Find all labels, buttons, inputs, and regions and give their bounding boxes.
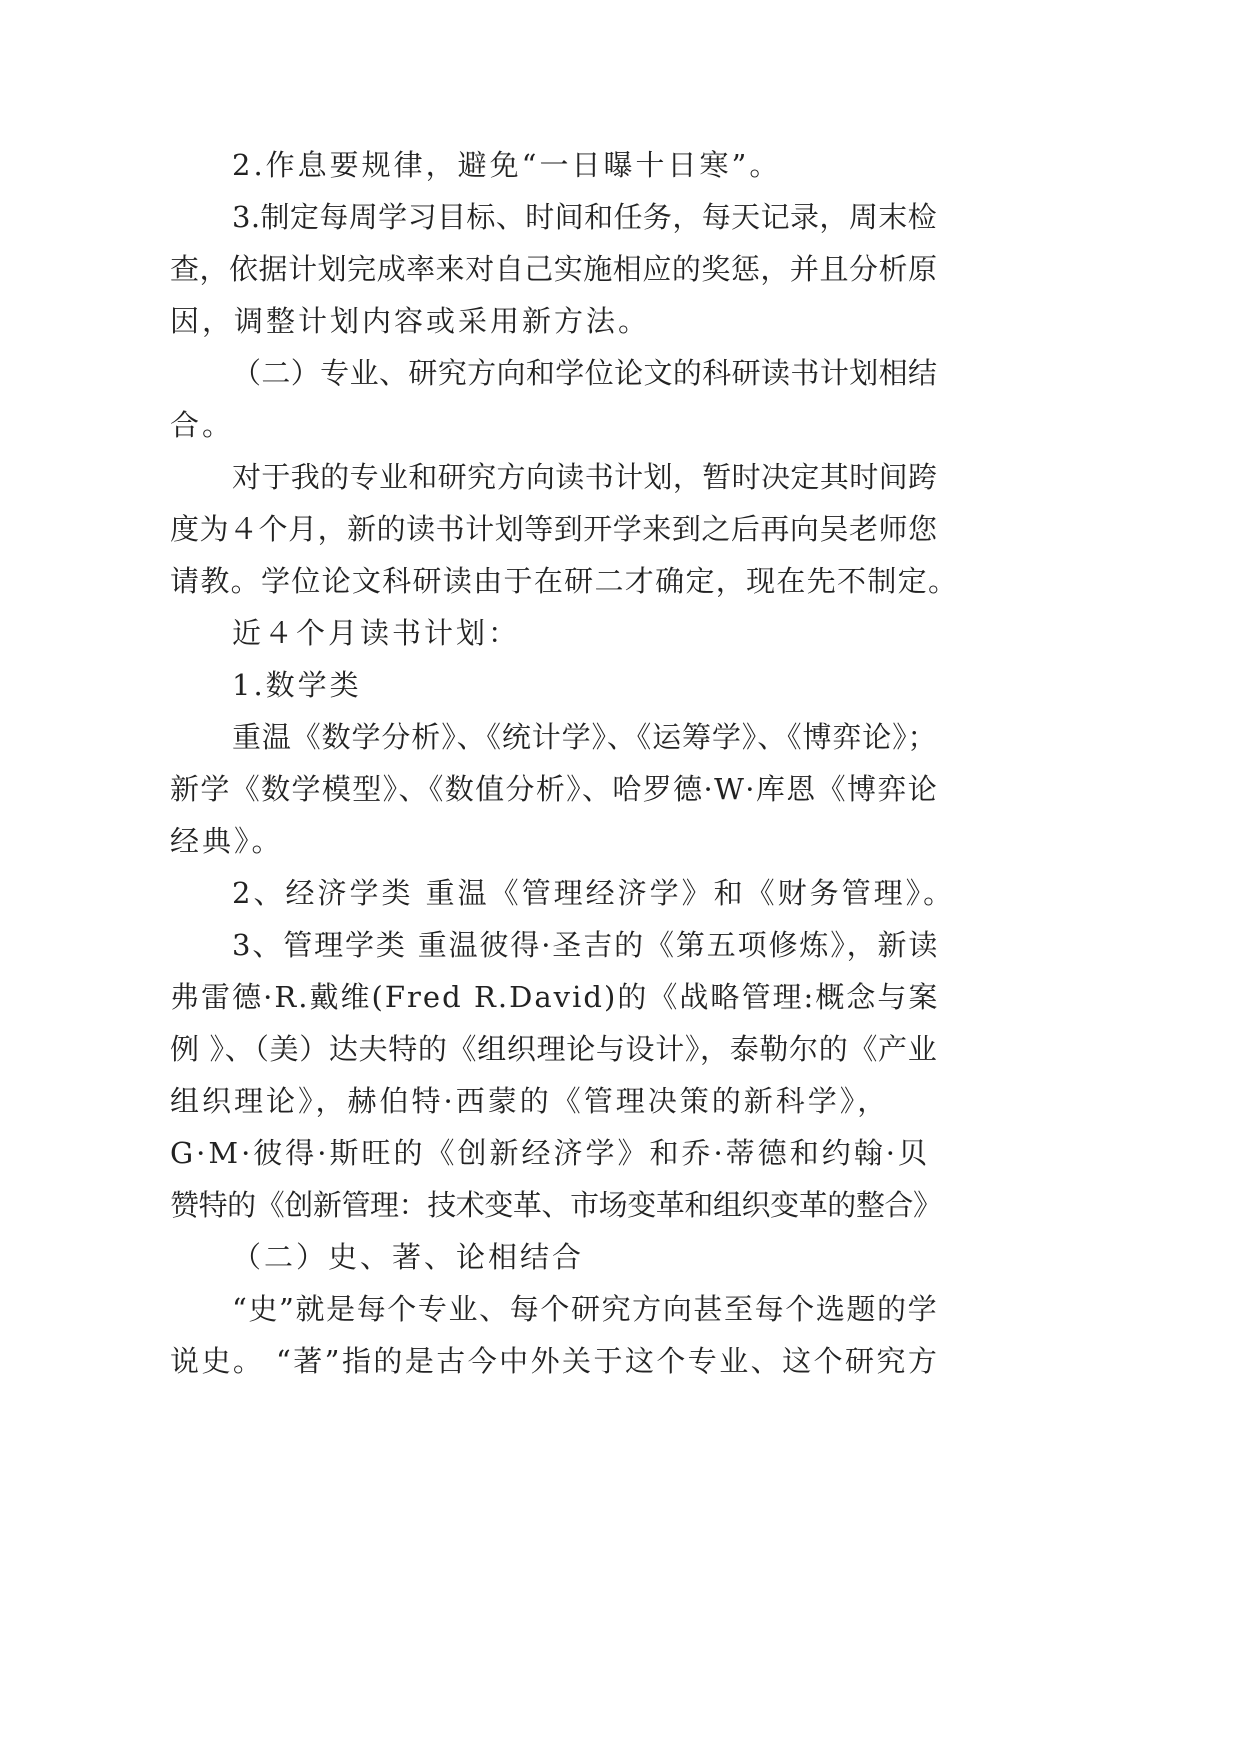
- text-line: 因，调整计划内容或采用新方法。: [170, 304, 651, 338]
- text-line: 3.制定每周学习目标、时间和任务，每天记录，周末检: [232, 200, 938, 234]
- text-line: 赞特的《创新管理：技术变革、市场变革和组织变革的整合》: [170, 1188, 942, 1222]
- text-line: 弗雷德·R.戴维(Fred R.David)的《战略管理:概念与案: [170, 980, 940, 1014]
- text-line: 1.数学类: [232, 668, 362, 702]
- text-line: 组织理论》，赫伯特·西蒙的《管理决策的新科学》，: [170, 1084, 890, 1118]
- text-line: 3、管理学类 重温彼得·圣吉的《第五项修炼》，新读: [232, 928, 940, 962]
- text-line: 2.作息要规律，避免“一日曝十日寒”。: [232, 148, 782, 182]
- text-line: “史”就是每个专业、每个研究方向甚至每个选题的学: [232, 1292, 939, 1326]
- text-line: 请教。学位论文科研读由于在研二才确定，现在先不制定。: [170, 564, 959, 598]
- text-line: 查，依据计划完成率来对自己实施相应的奖惩，并且分析原: [170, 252, 938, 286]
- text-line: G·M·彼得·斯旺的《创新经济学》和乔·蒂德和约翰·贝: [170, 1136, 930, 1170]
- section-heading: （二）史、著、论相结合: [232, 1240, 585, 1274]
- text-line: 度为４个月，新的读书计划等到开学来到之后再向吴老师您: [170, 512, 938, 546]
- text-line: 新学《数学模型》、《数值分析》、哈罗德·W·库恩《博弈论: [170, 772, 939, 806]
- text-line: 经典》。: [170, 824, 284, 858]
- text-line: 2、经济学类 重温《管理经济学》和《财务管理》。: [232, 876, 956, 910]
- text-line: 说史。 “著”指的是古今中外关于这个专业、这个研究方: [170, 1344, 940, 1378]
- text-line: 对于我的专业和研究方向读书计划，暂时决定其时间跨: [232, 460, 938, 494]
- text-line: 合。: [170, 408, 235, 442]
- text-line: 重温《数学分析》、《统计学》、《运筹学》、《博弈论》；: [232, 720, 938, 754]
- text-line: 例 》、（美）达夫特的《组织理论与设计》，泰勒尔的《产业: [170, 1032, 938, 1066]
- text-line: 近４个月读书计划：: [232, 616, 521, 650]
- text-line: （二）专业、研究方向和学位论文的科研读书计划相结: [232, 356, 938, 390]
